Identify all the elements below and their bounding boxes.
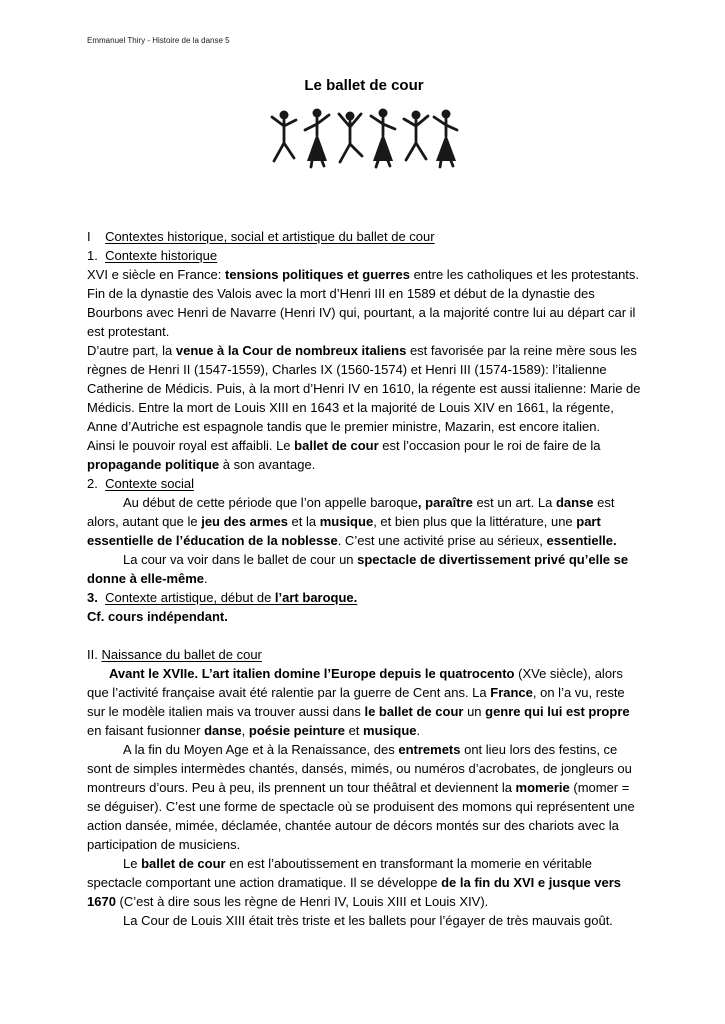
text-run: musique [363, 723, 417, 738]
text-run: est favorisée par la reine mère sous les règnes de Henri II (1547-1559), Charles IX (1560-1574) et Henri III (1574-1589): l’italienne Catherine de Médicis. Puis, à la mort d’Henri IV en 1610, la régente est aussi italienne: Marie de Médicis. Entre la mort de Louis XIII en 1643 et la majorité de Louis XIV en 1661, la régente, Anne d’Autriche est espagnole tandis que le premier ministre, Mazarin, est encore italien. [87, 343, 645, 434]
text-run: La cour va voir dans le ballet de cour un [123, 552, 358, 567]
text-run: 3. [87, 590, 98, 605]
text-run: Fin de la dynastie des Valois avec la mort d’Henri III en 1589 et début de la dynastie des Bourbons avec Henri de Navarre (Henri IV) qui, pourtant, a la majorité contre lui au départ car il est protestant. [87, 286, 640, 339]
blank-line [87, 626, 641, 645]
heading-contexte-historique [87, 246, 641, 265]
text-run: et [344, 723, 364, 738]
text-run: de la fin du XVI e jusque vers 1670 [87, 875, 625, 909]
text-run: . [204, 571, 208, 586]
text-run: tensions politiques et guerres [225, 267, 410, 282]
text-run: momerie [515, 780, 570, 795]
paragraph-cf-cours [87, 607, 641, 626]
text-run: Contextes historique, social et artistique du ballet de cour [105, 229, 435, 244]
text-run: poésie peinture [248, 723, 345, 738]
text-run [98, 590, 105, 605]
paragraph-baroque [87, 493, 641, 550]
text-run: jeu des armes [201, 514, 288, 529]
text-run: est l’occasion pour le roi de faire de la [378, 438, 605, 453]
text-run: II. [87, 647, 102, 662]
text-run: entre les catholiques et les protestants. [409, 267, 640, 282]
text-run: Au début de cette période que l’on appelle baroque [123, 495, 418, 510]
text-run: Contexte historique [105, 248, 218, 263]
paragraph-propagande [87, 436, 641, 474]
text-run: . [416, 723, 421, 738]
text-run: Cf. cours indépendant. [87, 609, 228, 624]
section-heading-1 [87, 227, 641, 246]
text-run: , paraître [417, 495, 473, 510]
document-title: Le ballet de cour [304, 77, 424, 94]
text-run: 1. [87, 248, 106, 263]
text-run: , et bien plus que la littérature, une [373, 514, 577, 529]
text-run: danse [555, 495, 594, 510]
text-run: le ballet de cour [364, 704, 464, 719]
text-run: (momer = se déguiser). C’est une forme de spectacle où se produisent des momons qui représentent une action dansée, mimée, déclamée, chantée autour de décors montés sur des chariots avec la participation de musiciens. [87, 780, 639, 852]
text-run: part essentielle de l’éducation de la noblesse [87, 514, 605, 548]
text-run: . C’est une activité prise au sérieux, [337, 533, 547, 548]
paragraph-italiens [87, 341, 645, 436]
text-run: ballet de cour [141, 856, 226, 871]
text-run: musique [319, 514, 374, 529]
text-run: Contexte social [105, 476, 194, 491]
text-run: en est l’aboutissement en transformant la momerie en véritable spectacle comportant une action dramatique. Il se développe [87, 856, 596, 890]
heading-contexte-artistique [87, 588, 641, 607]
text-run: spectacle de divertissement privé qu’elle se donne à elle-même [87, 552, 632, 586]
figure-container [87, 103, 641, 181]
text-run: D’autre part, la [87, 343, 176, 358]
text-run: un [463, 704, 486, 719]
text-run: France [490, 685, 533, 700]
paragraph-aboutissement [87, 854, 641, 911]
text-run: genre qui lui est propre [485, 704, 630, 719]
paragraph-cour-triste [87, 911, 641, 930]
paragraph-avant-xviie [87, 664, 641, 740]
text-run: propagande politique [87, 457, 220, 472]
text-run: ont lieu lors des festins, ce sont de simples intermèdes chantés, dansés, mimés, ou numéros d’acrobates, de jongleurs ou montreurs d’ours. Peu à peu, ils prennent un tour théâtral et deviennent la [87, 742, 636, 795]
text-run: à son avantage. [219, 457, 316, 472]
text-run: (XVe siècle), alors que l’activité française avait été ralentie par la guerre de Cent ans. La [87, 666, 627, 700]
paragraph-divertissement [87, 550, 641, 588]
text-run: ballet de cour [294, 438, 379, 453]
text-run: et la [287, 514, 320, 529]
text-run: (C’est à dire sous les règne de Henri IV, Louis XIII et Louis XIV). [115, 894, 489, 909]
text-run: entremets [398, 742, 461, 757]
text-run: , [241, 723, 249, 738]
document-body [87, 227, 645, 930]
text-run: venue à la Cour de nombreux italiens [175, 343, 407, 358]
text-run: A la fin du Moyen Age et à la Renaissance, des [123, 742, 399, 757]
paragraph-valois [87, 284, 641, 341]
text-run: Ainsi le pouvoir royal est affaibli. Le [87, 438, 295, 453]
document-header: Emmanuel Thiry - Histoire de la danse 5 [87, 36, 230, 45]
text-run: Avant le XVIIe. L’art italien domine l’Europe depuis le quatrocento [109, 666, 515, 681]
text-run: danse [204, 723, 242, 738]
text-run: Le [123, 856, 142, 871]
text-run: 2. [87, 476, 106, 491]
text-run: Naissance du ballet de cour [101, 647, 262, 662]
text-run: , on l’a vu, reste sur le modèle italien mais va trouver aussi dans [87, 685, 629, 719]
heading-contexte-social [87, 474, 641, 493]
text-run: est un art. La [472, 495, 556, 510]
text-run: I [87, 229, 106, 244]
text-run: essentielle. [546, 533, 617, 548]
section-heading-2 [87, 645, 641, 664]
paragraph-tensions [87, 265, 641, 284]
dancing-figures-illustration [268, 103, 460, 179]
text-run: l’art baroque. [274, 590, 358, 605]
paragraph-entremets [87, 740, 641, 854]
text-run: La Cour de Louis XIII était très triste et les ballets pour l’égayer de très mauvais goût. [123, 913, 613, 928]
text-run: XVI e siècle en France: [87, 267, 226, 282]
text-run: est alors, autant que le [87, 495, 619, 529]
text-run: Contexte artistique, début de [105, 590, 275, 605]
text-run: en faisant fusionner [87, 704, 634, 738]
